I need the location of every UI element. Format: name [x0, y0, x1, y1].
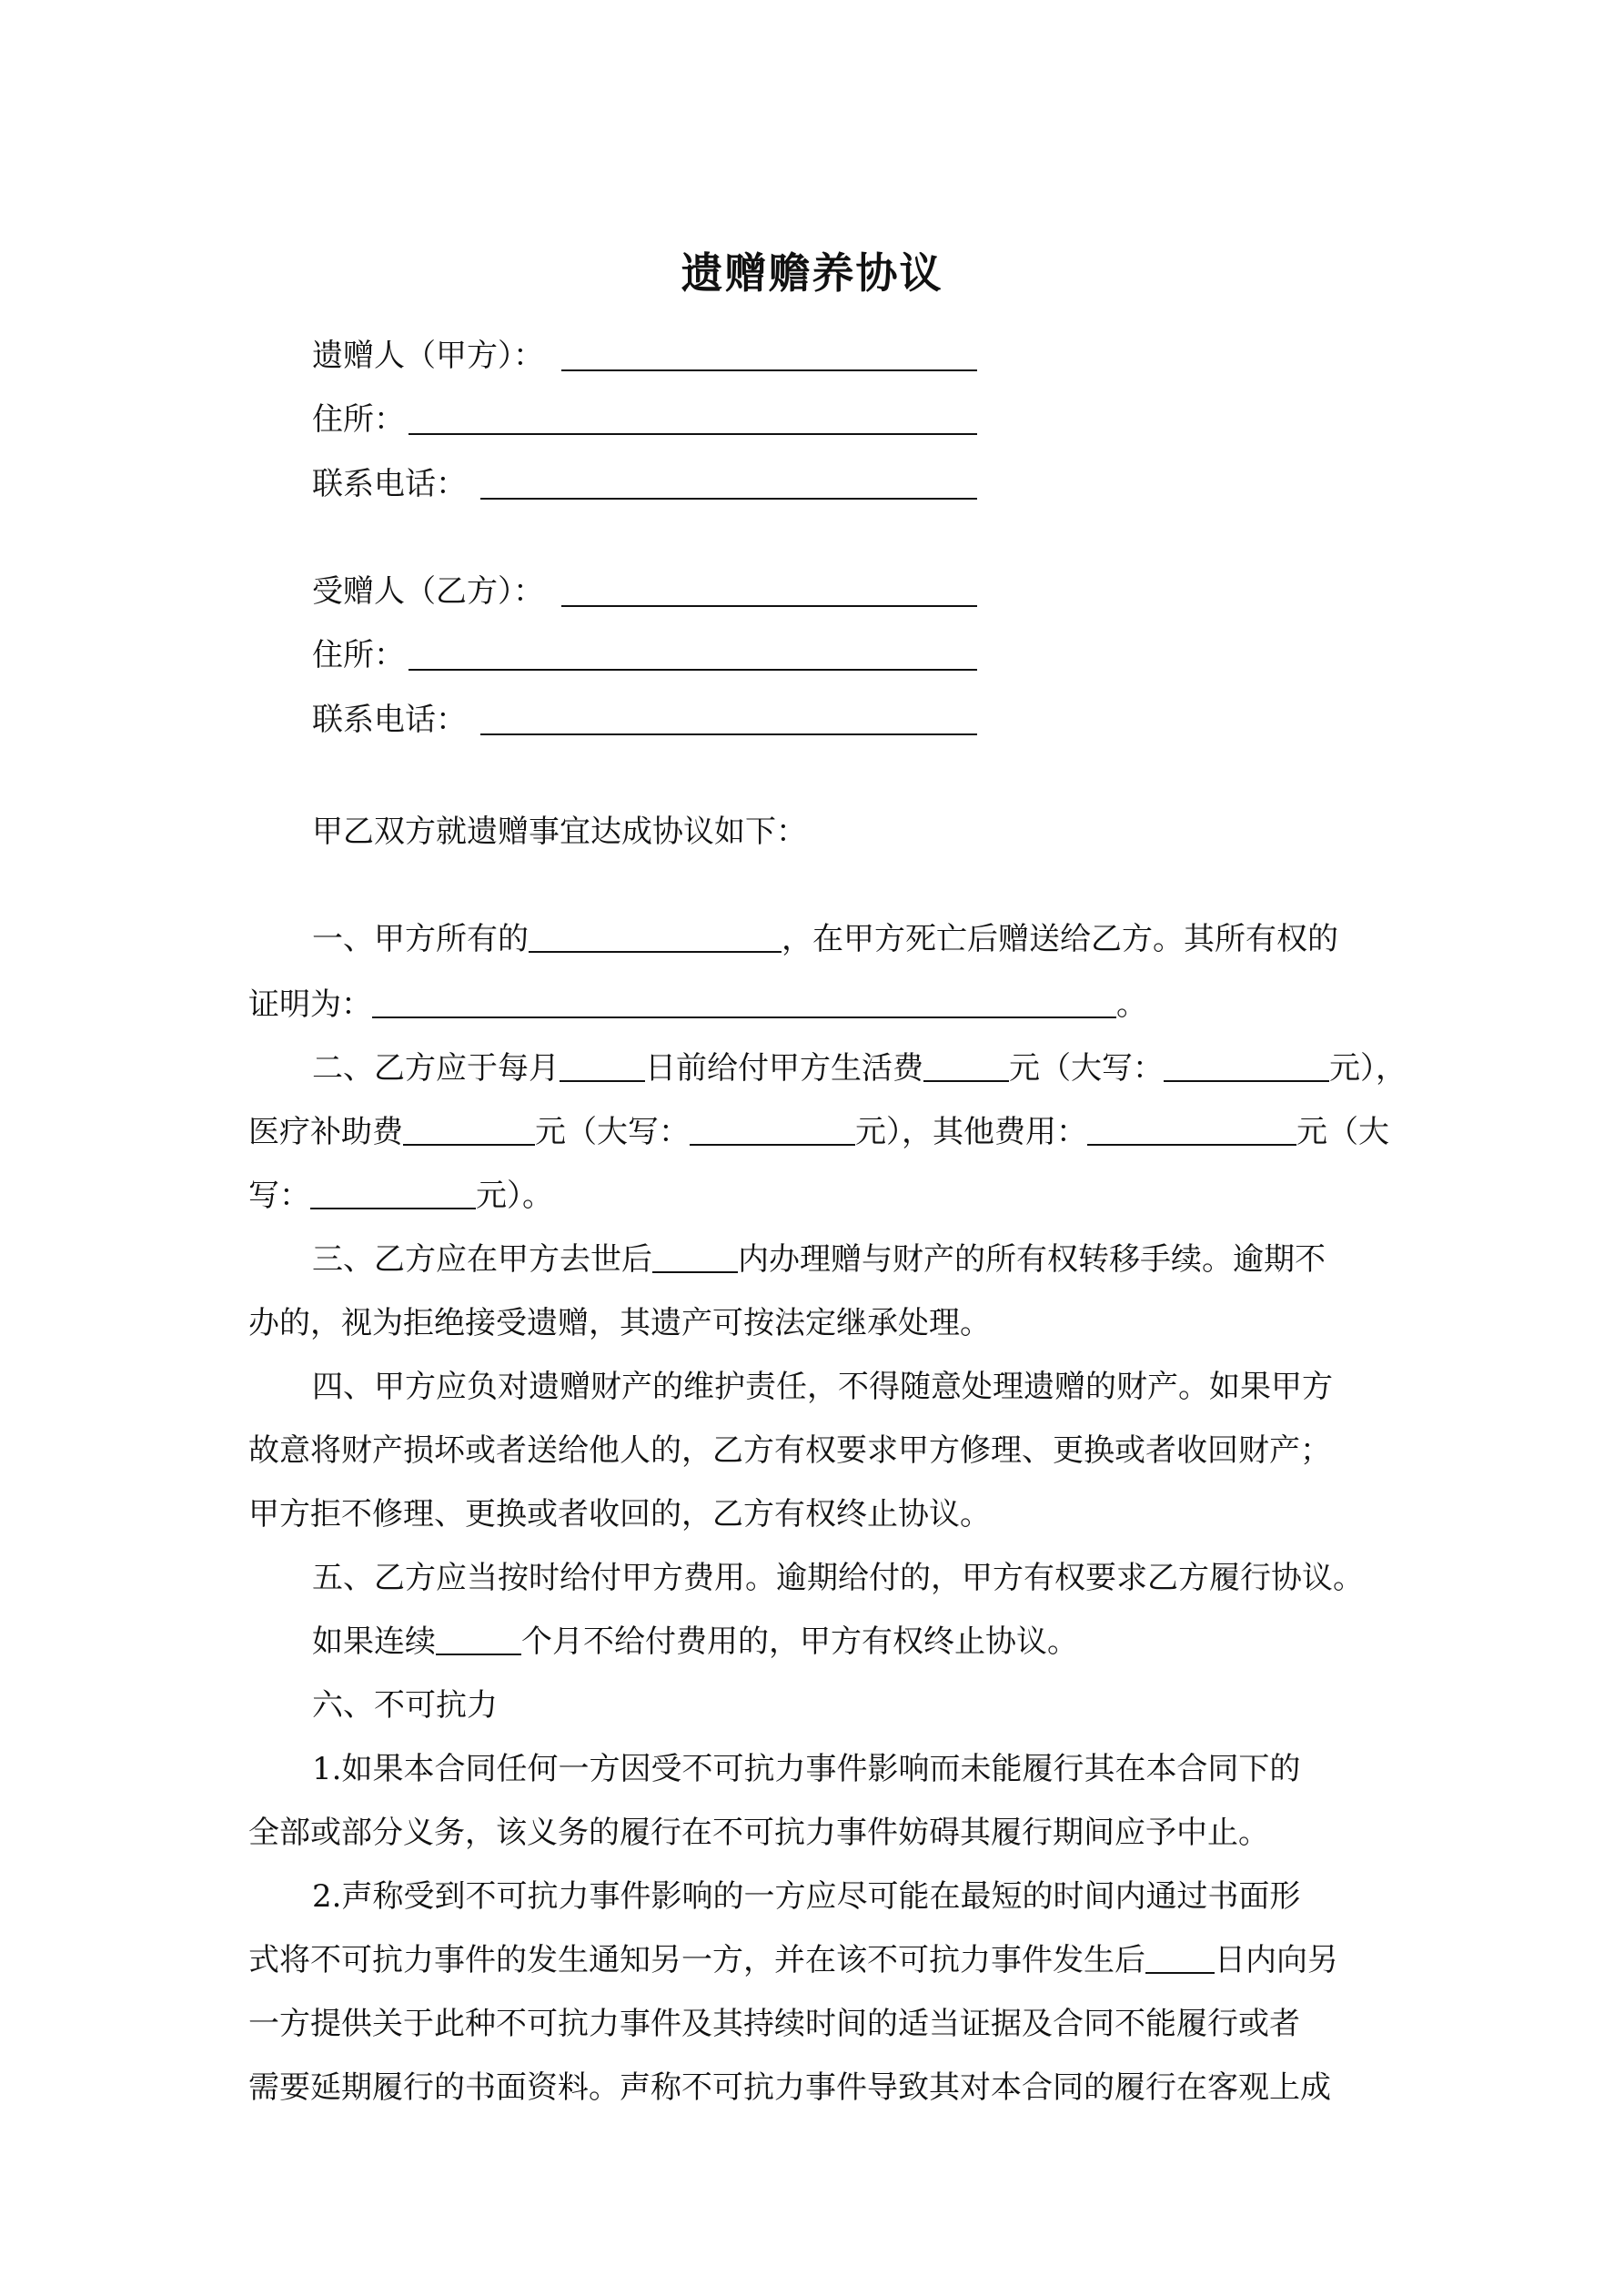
clause-6-days-blank[interactable]: [1145, 1941, 1215, 1974]
party-a-phone-blank[interactable]: [480, 498, 977, 500]
party-a-name-field: [312, 333, 544, 379]
party-a-address-blank[interactable]: [409, 433, 977, 435]
clause-2-text-10: 元）。: [476, 1178, 553, 1214]
clause-6-p2-line-4: 需要延期履行的书面资料。声称不可抗力事件导致其对本合同的履行在客观上成: [248, 2069, 1331, 2106]
clause-2-text-4: 元），: [1329, 1050, 1407, 1087]
party-b-phone-blank[interactable]: [480, 733, 977, 735]
clause-1-text-3: 证明为：: [248, 986, 372, 1023]
clause-2-text-2: 日前给付甲方生活费: [645, 1050, 923, 1087]
clause-2-text-7: 元），其他费用：: [855, 1114, 1087, 1150]
clause-6-p2-line-3: 一方提供关于此种不可抗力事件及其持续时间的适当证据及合同不能履行或者: [248, 2006, 1300, 2042]
party-a-name-blank[interactable]: [561, 369, 977, 371]
document-title: 遗赠赡养协议: [681, 248, 943, 298]
clause-2-living-fee-blank[interactable]: [923, 1049, 1009, 1082]
clause-1-proof-blank[interactable]: [372, 986, 1116, 1018]
clause-2-medical-fee-blank[interactable]: [403, 1113, 535, 1146]
clause-2-text-1: 二、乙方应于每月: [312, 1050, 560, 1087]
clause-3-period-blank[interactable]: [652, 1240, 738, 1273]
clause-2-medical-fee-words-blank[interactable]: [690, 1113, 855, 1146]
clause-1-line-1: [312, 908, 1338, 970]
clause-4-line-2: 故意将财产损坏或者送给他人的，乙方有权要求甲方修理、更换或者收回财产；: [248, 1432, 1331, 1469]
clause-1-property-blank[interactable]: [529, 920, 782, 953]
clause-6-p1-line-2: 全部或部分义务，该义务的履行在不可抗力事件妨碍其履行期间应予中止。: [248, 1815, 1269, 1851]
party-a-address-label: 住所：: [312, 401, 405, 438]
party-a-phone-field: [312, 461, 467, 507]
clause-5-months-blank[interactable]: [436, 1623, 521, 1655]
clause-4-line-3: 甲方拒不修理、更换或者收回的，乙方有权终止协议。: [248, 1496, 991, 1532]
clause-6-p2-line-1: 2.声称受到不可抗力事件影响的一方应尽可能在最短的时间内通过书面形: [312, 1878, 1301, 1915]
party-b-address-field: [312, 632, 405, 678]
clause-3-text-1: 三、乙方应在甲方去世后: [312, 1241, 652, 1278]
clause-6-heading: 六、不可抗力: [312, 1687, 498, 1724]
clause-2-text-6: 元（大写：: [535, 1114, 690, 1150]
party-b-phone-field: [312, 697, 467, 743]
clause-5-text-1: 如果连续: [312, 1623, 436, 1660]
clause-2-other-fee-blank[interactable]: [1087, 1113, 1296, 1146]
clause-2-living-fee-words-blank[interactable]: [1164, 1049, 1329, 1082]
clause-2-other-fee-words-blank[interactable]: [310, 1177, 476, 1209]
clause-3-text-2: 内办理赠与财产的所有权转移手续。逾期不: [738, 1241, 1326, 1278]
party-a-name-label: 遗赠人（甲方）：: [312, 338, 544, 374]
clause-4-line-1: 四、甲方应负对遗赠财产的维护责任，不得随意处理遗赠的财产。如果甲方: [312, 1369, 1333, 1405]
clause-2-text-8: 元（大: [1296, 1114, 1389, 1150]
intro-text: 甲乙双方就遗赠事宜达成协议如下：: [312, 814, 807, 850]
clause-6-p1-line-1: 1.如果本合同任何一方因受不可抗力事件影响而未能履行其在本合同下的: [312, 1751, 1301, 1787]
party-b-address-blank[interactable]: [409, 669, 977, 671]
clause-1-text-1: 一、甲方所有的: [312, 921, 529, 957]
clause-1-line-2: [248, 974, 1147, 1036]
clause-2-text-3: 元（大写：: [1009, 1050, 1164, 1087]
clause-6-p2-text-1: 式将不可抗力事件的发生通知另一方，并在该不可抗力事件发生后: [248, 1942, 1145, 1978]
clause-2-day-blank[interactable]: [560, 1049, 645, 1082]
clause-1-text-2: ，在甲方死亡后赠送给乙方。其所有权的: [782, 921, 1338, 957]
clause-6-p2-text-2: 日内向另: [1215, 1942, 1338, 1978]
party-a-phone-label: 联系电话：: [312, 466, 467, 502]
clause-2-line-2: [248, 1101, 1389, 1163]
clause-2-text-9: 写：: [248, 1178, 310, 1214]
party-b-address-label: 住所：: [312, 637, 405, 673]
clause-2-text-5: 医疗补助费: [248, 1114, 403, 1150]
party-b-name-field: [312, 569, 544, 614]
party-b-name-label: 受赠人（乙方）：: [312, 573, 544, 610]
party-b-phone-label: 联系电话：: [312, 702, 467, 738]
clause-2-line-3: [248, 1165, 553, 1227]
clause-5-line-1: 五、乙方应当按时给付甲方费用。逾期给付的，甲方有权要求乙方履行协议。: [312, 1560, 1364, 1596]
clause-5-text-2: 个月不给付费用的，甲方有权终止协议。: [521, 1623, 1078, 1660]
clause-6-p2-line-2: [248, 1929, 1338, 1991]
clause-1-text-4: 。: [1116, 986, 1147, 1023]
clause-3-line-1: [312, 1229, 1326, 1290]
party-b-name-blank[interactable]: [561, 605, 977, 607]
party-a-address-field: [312, 397, 405, 442]
clause-5-line-2: [312, 1611, 1078, 1673]
clause-3-line-2: 办的，视为拒绝接受遗赠，其遗产可按法定继承处理。: [248, 1305, 991, 1341]
clause-2-line-1: [312, 1037, 1407, 1099]
